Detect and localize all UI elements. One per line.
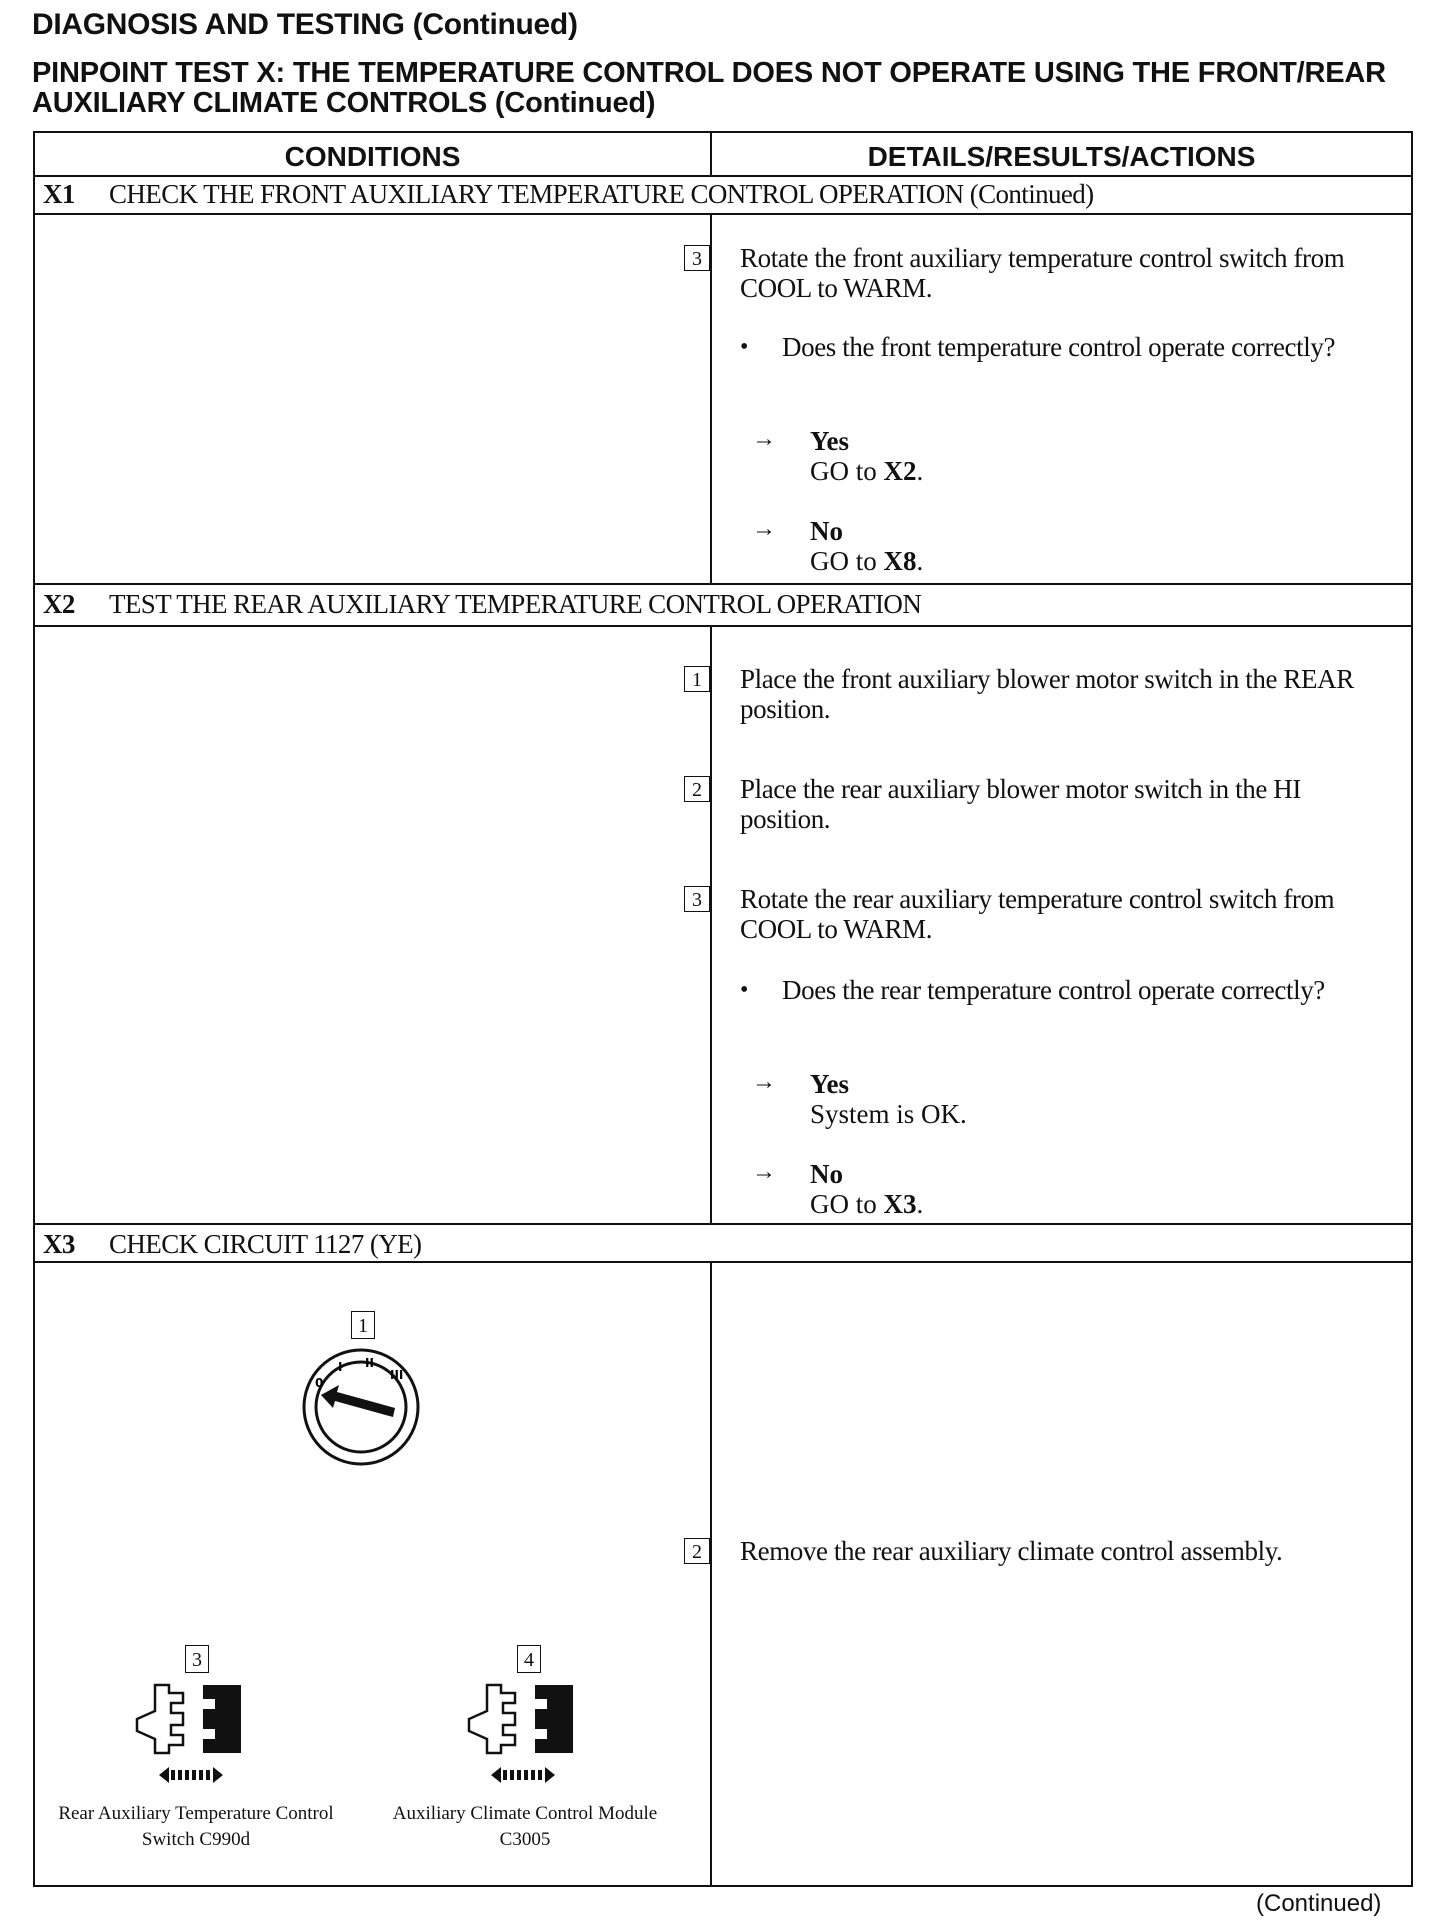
step-text: Remove the rear auxiliary climate control assembly. bbox=[740, 1536, 1283, 1566]
result-action: GO to X8. bbox=[810, 546, 924, 576]
result-action: System is OK. bbox=[810, 1099, 967, 1129]
right-arrow-icon: → bbox=[752, 1159, 776, 1185]
step-title: CHECK THE FRONT AUXILIARY TEMPERATURE CONTROL OPERATION (Continued) bbox=[109, 179, 1094, 209]
result-label: No bbox=[810, 1159, 843, 1189]
details-column-header: DETAILS/RESULTS/ACTIONS bbox=[867, 141, 1256, 172]
column-divider bbox=[710, 1261, 712, 1887]
right-arrow-icon: → bbox=[752, 1069, 776, 1095]
figure-step-number: 3 bbox=[185, 1645, 209, 1673]
connector-disconnect-icon bbox=[131, 1681, 261, 1791]
caption-line: Rear Auxiliary Temperature Control bbox=[58, 1803, 334, 1824]
step-header-x2 bbox=[43, 589, 921, 620]
bullet-icon: • bbox=[740, 334, 749, 360]
step-text: Rotate the front auxiliary temperature control switch from COOL to WARM. bbox=[740, 243, 1345, 303]
step-text: Rotate the rear auxiliary temperature control switch from COOL to WARM. bbox=[740, 884, 1335, 944]
step-header-x1 bbox=[43, 179, 1094, 210]
ignition-position-label: II bbox=[365, 1356, 374, 1370]
ignition-position-label: III bbox=[390, 1368, 404, 1382]
caption-line: Switch C990d bbox=[141, 1829, 251, 1850]
connector-caption bbox=[365, 1801, 685, 1853]
result-label: Yes bbox=[810, 426, 849, 456]
caption-line: Auxiliary Climate Control Module bbox=[392, 1803, 658, 1824]
step-number: 3 bbox=[684, 886, 710, 912]
step-id: X3 bbox=[43, 1229, 75, 1259]
table-rule bbox=[35, 1223, 1411, 1225]
pinpoint-test-title: PINPOINT TEST X: THE TEMPERATURE CONTROL DOES NOT OPERATE USING THE FRONT/REAR AUXILIARY CLIMATE CONTROLS (Continued) bbox=[32, 57, 1386, 119]
result-label: Yes bbox=[810, 1069, 849, 1099]
connector-disconnect-icon bbox=[463, 1681, 593, 1791]
step-text: Place the rear auxiliary blower motor switch in the HI position. bbox=[740, 774, 1301, 834]
step-id: X2 bbox=[43, 589, 75, 619]
table-rule bbox=[35, 175, 1411, 177]
question-text: Does the front temperature control operate correctly? bbox=[782, 332, 1336, 362]
ignition-switch-icon bbox=[297, 1345, 427, 1467]
continued-footer: (Continued) bbox=[1256, 1890, 1382, 1917]
right-arrow-icon: → bbox=[752, 426, 776, 452]
step-number: 2 bbox=[684, 1538, 710, 1564]
bullet-icon: • bbox=[740, 977, 749, 1003]
result-label: No bbox=[810, 516, 843, 546]
result-action: GO to X3. bbox=[810, 1189, 924, 1219]
question-text: Does the rear temperature control operate correctly? bbox=[782, 975, 1325, 1005]
result-action: GO to X2. bbox=[810, 456, 924, 486]
caption-line: C3005 bbox=[499, 1829, 551, 1850]
pinpoint-test-table bbox=[33, 131, 1413, 1887]
figure-step-number: 1 bbox=[351, 1311, 375, 1339]
section-title: DIAGNOSIS AND TESTING (Continued) bbox=[32, 8, 578, 41]
conditions-column-header: CONDITIONS bbox=[284, 141, 461, 172]
connector-caption bbox=[31, 1801, 361, 1853]
table-rule bbox=[35, 583, 1411, 585]
table-rule bbox=[35, 1261, 1411, 1263]
step-title: TEST THE REAR AUXILIARY TEMPERATURE CONTROL OPERATION bbox=[109, 589, 922, 619]
step-number: 1 bbox=[684, 666, 710, 692]
right-arrow-icon: → bbox=[752, 516, 776, 542]
step-id: X1 bbox=[43, 179, 75, 209]
step-header-x3 bbox=[43, 1229, 421, 1260]
step-number: 3 bbox=[684, 245, 710, 271]
step-title: CHECK CIRCUIT 1127 (YE) bbox=[109, 1229, 422, 1259]
ignition-position-label: I bbox=[338, 1360, 343, 1374]
step-number: 2 bbox=[684, 776, 710, 802]
step-text: Place the front auxiliary blower motor switch in the REAR position. bbox=[740, 664, 1354, 724]
table-rule bbox=[35, 625, 1411, 627]
column-divider bbox=[710, 213, 712, 583]
column-divider bbox=[710, 625, 712, 1223]
figure-step-number: 4 bbox=[517, 1645, 541, 1673]
table-rule bbox=[35, 213, 1411, 215]
ignition-position-label: 0 bbox=[315, 1376, 324, 1390]
